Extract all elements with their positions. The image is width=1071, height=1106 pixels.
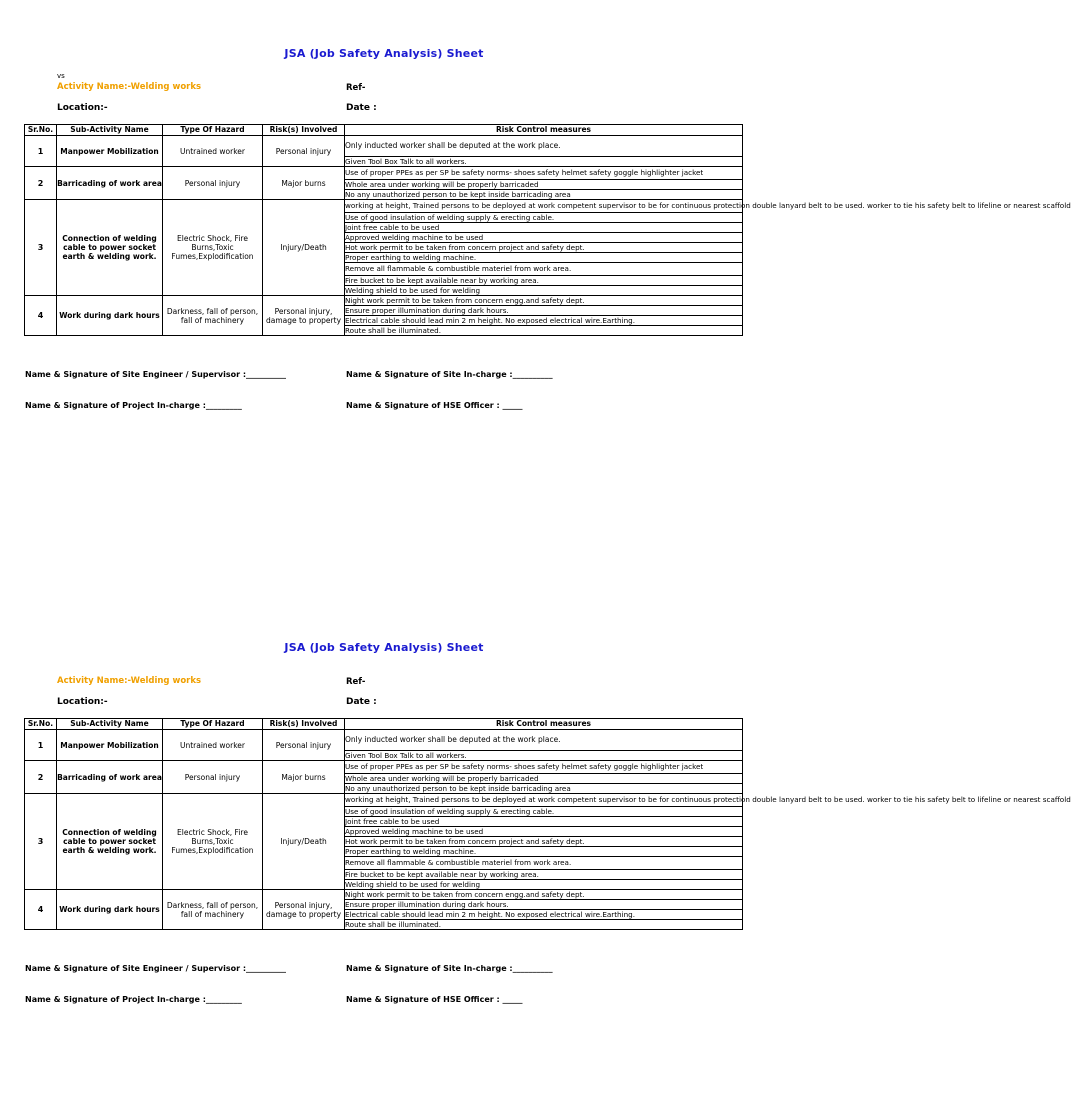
hazard: Electric Shock, Fire Burns,Toxic Fumes,Explodification (163, 794, 263, 890)
table-row (25, 730, 743, 751)
control-measure: Only inducted worker shall be deputed at the work place. (345, 730, 743, 751)
project-incharge-signature: Name & Signature of Project In-charge :_________ (25, 401, 242, 410)
table-row (25, 200, 743, 213)
header-hazard: Type Of Hazard (163, 125, 263, 136)
control-measure: Ensure proper illumination during dark hours. (345, 306, 743, 316)
table-row (25, 761, 743, 774)
control-measure: Night work permit to be taken from concern engg.and safety dept. (345, 890, 743, 900)
sr-no: 1 (25, 136, 57, 167)
ref-label: Ref- (346, 677, 366, 687)
ref-label: Ref- (346, 83, 366, 93)
control-measure: Only inducted worker shall be deputed at the work place. (345, 136, 743, 157)
hazard: Darkness, fall of person, fall of machinery (163, 296, 263, 336)
control-measure: Proper earthing to welding machine. (345, 847, 743, 857)
site-engineer-signature: Name & Signature of Site Engineer / Supervisor :__________ (25, 964, 287, 973)
control-measure: Welding shield to be used for welding (345, 286, 743, 296)
hazard: Personal injury (163, 167, 263, 200)
hse-officer-signature: Name & Signature of HSE Officer : _____ (346, 995, 523, 1004)
control-measure: Given Tool Box Talk to all workers. (345, 157, 743, 167)
risk: Injury/Death (263, 794, 345, 890)
sheet-title: JSA (Job Safety Analysis) Sheet (284, 47, 484, 60)
table-row (25, 296, 743, 306)
header-risk: Risk(s) Involved (263, 125, 345, 136)
risk: Major burns (263, 761, 345, 794)
risk: Injury/Death (263, 200, 345, 296)
jsa-table (24, 718, 1071, 930)
hazard: Personal injury (163, 761, 263, 794)
control-measure: Fire bucket to be kept available near by working area. (345, 276, 743, 286)
table-row (25, 136, 743, 157)
sr-no: 3 (25, 794, 57, 890)
control-measure: Approved welding machine to be used (345, 827, 743, 837)
control-measure: Fire bucket to be kept available near by working area. (345, 870, 743, 880)
vs-label: vs (57, 72, 65, 80)
sr-no: 2 (25, 761, 57, 794)
control-measure: Remove all flammable & combustible materiel from work area. (345, 263, 743, 276)
control-measure: Approved welding machine to be used (345, 233, 743, 243)
sr-no: 4 (25, 296, 57, 336)
sub-activity: Connection of welding cable to power socket earth & welding work. (57, 794, 163, 890)
sub-activity: Manpower Mobilization (57, 136, 163, 167)
date-label: Date : (346, 697, 377, 707)
date-label: Date : (346, 103, 377, 113)
control-measure: Ensure proper illumination during dark hours. (345, 900, 743, 910)
control-measure: Welding shield to be used for welding (345, 880, 743, 890)
control-measure: No any unauthorized person to be kept inside barricading area (345, 784, 743, 794)
risk: Personal injury, damage to property (263, 296, 345, 336)
header-sr-no: Sr.No. (25, 125, 57, 136)
control-measure: working at height, Trained persons to be deployed at work competent supervisor to be for continuous protection double lanyard belt to be used. worker to tie his safety belt to lifeline or nearest scaffold (345, 200, 743, 213)
control-measure: No any unauthorized person to be kept inside barricading area (345, 190, 743, 200)
control-measure: Remove all flammable & combustible materiel from work area. (345, 857, 743, 870)
jsa-table (24, 124, 1071, 336)
table-row (25, 890, 743, 900)
sub-activity: Barricading of work area (57, 167, 163, 200)
jsa-sheet-2 (0, 594, 1071, 1106)
table-header-row (25, 125, 743, 136)
control-measure: Whole area under working will be properly barricaded (345, 774, 743, 784)
control-measure: Joint free cable to be used (345, 223, 743, 233)
activity-name: Activity Name:-Welding works (57, 676, 202, 686)
activity-name: Activity Name:-Welding works (57, 82, 202, 92)
table-row (25, 167, 743, 180)
control-measure: Route shall be illuminated. (345, 326, 743, 336)
site-incharge-signature: Name & Signature of Site In-charge :__________ (346, 370, 553, 379)
sr-no: 1 (25, 730, 57, 761)
hse-officer-signature: Name & Signature of HSE Officer : _____ (346, 401, 523, 410)
sub-activity: Manpower Mobilization (57, 730, 163, 761)
hazard: Untrained worker (163, 730, 263, 761)
site-engineer-signature: Name & Signature of Site Engineer / Supervisor :__________ (25, 370, 287, 379)
header-control-measures: Risk Control measures (345, 719, 743, 730)
header-hazard: Type Of Hazard (163, 719, 263, 730)
header-sub-activity: Sub-Activity Name (57, 125, 163, 136)
project-incharge-signature: Name & Signature of Project In-charge :_________ (25, 995, 242, 1004)
site-incharge-signature: Name & Signature of Site In-charge :__________ (346, 964, 553, 973)
risk: Major burns (263, 167, 345, 200)
sheet-title: JSA (Job Safety Analysis) Sheet (284, 641, 484, 654)
risk: Personal injury (263, 730, 345, 761)
control-measure: Hot work permit to be taken from concern project and safety dept. (345, 243, 743, 253)
sub-activity: Barricading of work area (57, 761, 163, 794)
control-measure: Joint free cable to be used (345, 817, 743, 827)
sub-activity: Work during dark hours (57, 296, 163, 336)
header-sub-activity: Sub-Activity Name (57, 719, 163, 730)
control-measure: Electrical cable should lead min 2 m height. No exposed electrical wire.Earthing. (345, 910, 743, 920)
sub-activity: Work during dark hours (57, 890, 163, 930)
control-measure: Route shall be illuminated. (345, 920, 743, 930)
control-measure: Proper earthing to welding machine. (345, 253, 743, 263)
risk: Personal injury (263, 136, 345, 167)
control-measure: working at height, Trained persons to be deployed at work competent supervisor to be for continuous protection double lanyard belt to be used. worker to tie his safety belt to lifeline or nearest scaffold (345, 794, 743, 807)
header-sr-no: Sr.No. (25, 719, 57, 730)
sub-activity: Connection of welding cable to power socket earth & welding work. (57, 200, 163, 296)
control-measure: Whole area under working will be properly barricaded (345, 180, 743, 190)
table-header-row (25, 719, 743, 730)
header-risk: Risk(s) Involved (263, 719, 345, 730)
control-measure: Use of good insulation of welding supply & erecting cable. (345, 807, 743, 817)
hazard: Darkness, fall of person, fall of machinery (163, 890, 263, 930)
hazard: Untrained worker (163, 136, 263, 167)
control-measure: Hot work permit to be taken from concern project and safety dept. (345, 837, 743, 847)
jsa-sheet-1 (0, 0, 1071, 512)
header-control-measures: Risk Control measures (345, 125, 743, 136)
location-label: Location:- (57, 103, 108, 113)
control-measure: Night work permit to be taken from concern engg.and safety dept. (345, 296, 743, 306)
hazard: Electric Shock, Fire Burns,Toxic Fumes,Explodification (163, 200, 263, 296)
control-measure: Given Tool Box Talk to all workers. (345, 751, 743, 761)
control-measure: Electrical cable should lead min 2 m height. No exposed electrical wire.Earthing. (345, 316, 743, 326)
table-row (25, 794, 743, 807)
sr-no: 3 (25, 200, 57, 296)
location-label: Location:- (57, 697, 108, 707)
risk: Personal injury, damage to property (263, 890, 345, 930)
control-measure: Use of proper PPEs as per SP be safety norms- shoes safety helmet safety goggle highlighter jacket (345, 761, 743, 774)
control-measure: Use of good insulation of welding supply & erecting cable. (345, 213, 743, 223)
sr-no: 2 (25, 167, 57, 200)
control-measure: Use of proper PPEs as per SP be safety norms- shoes safety helmet safety goggle highlighter jacket (345, 167, 743, 180)
sr-no: 4 (25, 890, 57, 930)
